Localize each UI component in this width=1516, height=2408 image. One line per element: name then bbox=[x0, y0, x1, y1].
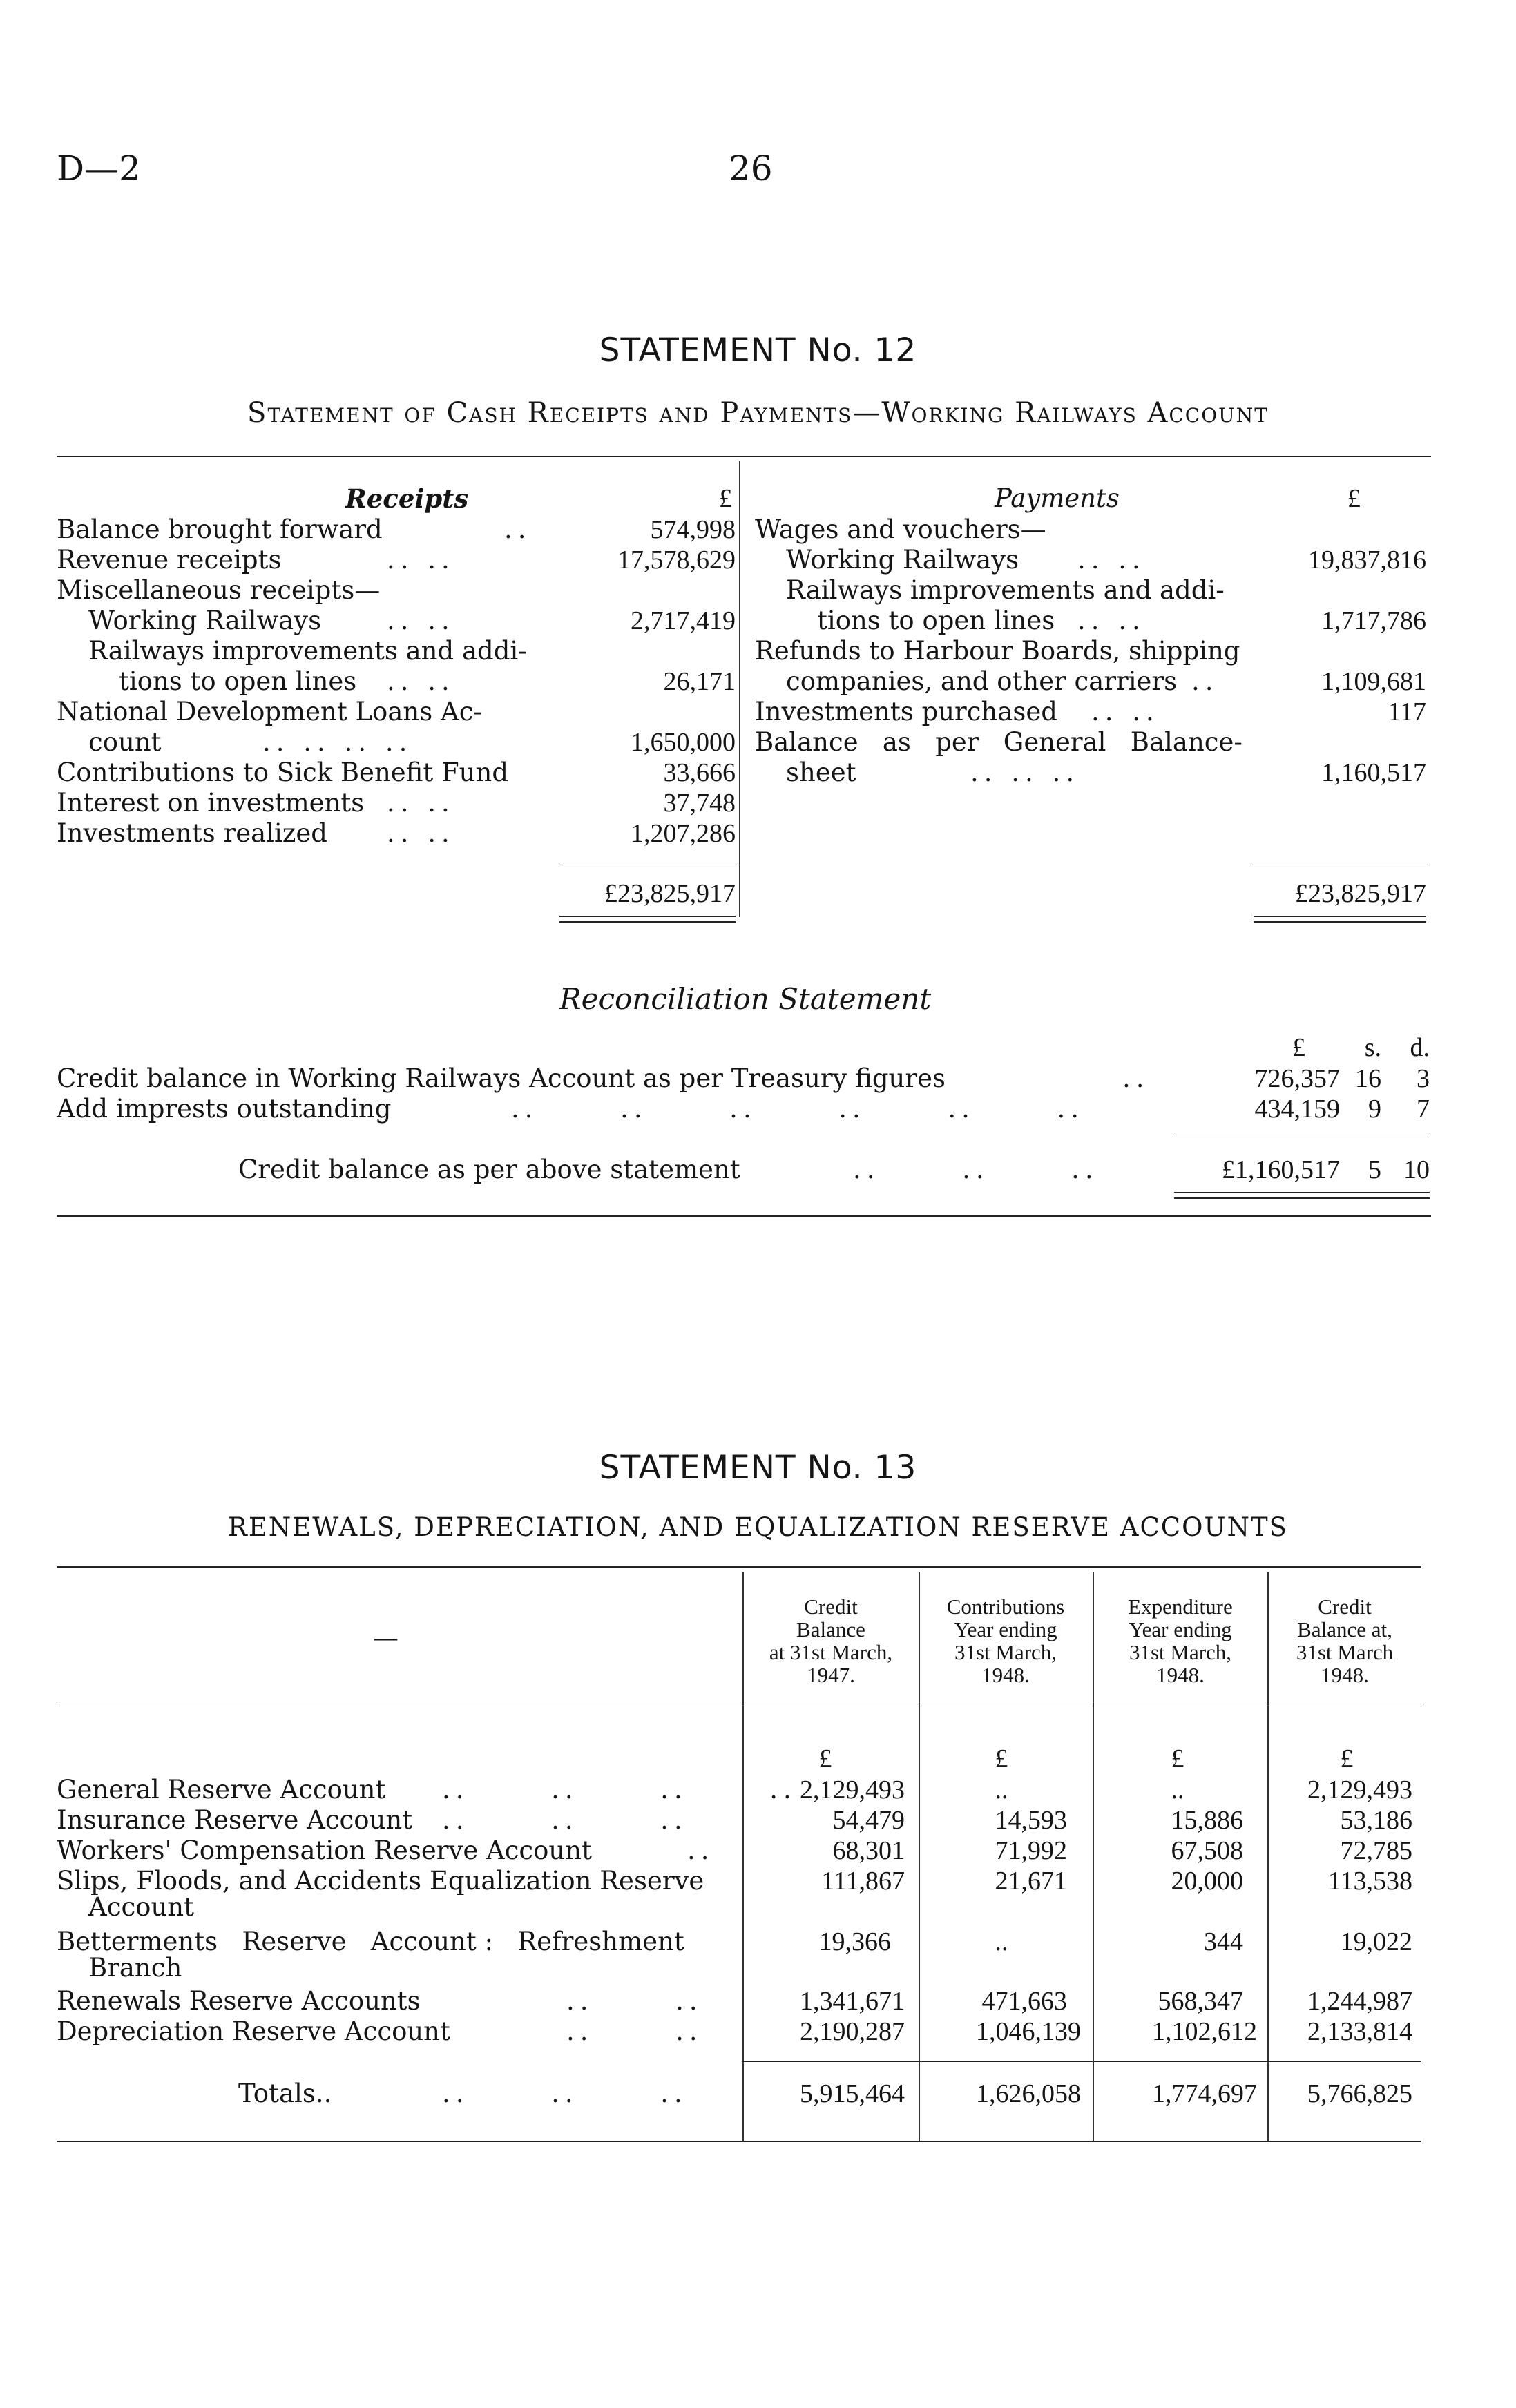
shillings-heading: s. bbox=[1364, 1033, 1381, 1062]
expenditure: 568,347 bbox=[1158, 1987, 1243, 2016]
opening-balance: 54,479 bbox=[832, 1806, 905, 1835]
leader-dots: .. .. bbox=[387, 606, 455, 635]
closing-balance: 2,133,814 bbox=[1307, 2017, 1412, 2046]
contributions: 1,046,139 bbox=[976, 2017, 1081, 2046]
column-divider bbox=[742, 1572, 744, 2141]
column-heading: Expenditure Year ending 31st March, 1948. bbox=[1128, 1595, 1233, 1687]
expenditure: 67,508 bbox=[1171, 1836, 1243, 1865]
reconciliation-total-double-rule bbox=[1174, 1192, 1430, 1199]
reconciliation-pounds: 434,159 bbox=[1254, 1095, 1340, 1124]
leader-dots: .. bbox=[504, 514, 532, 544]
reconciliation-total-shillings: 5 bbox=[1368, 1155, 1381, 1184]
leader-dots: .. .. bbox=[387, 666, 455, 696]
receipt-label: Balance brought forward bbox=[57, 514, 383, 544]
expenditure: 20,000 bbox=[1171, 1867, 1243, 1896]
leader-dots: .. .. bbox=[387, 818, 455, 848]
closing-balance: 1,244,987 bbox=[1307, 1987, 1412, 2016]
receipt-label: Working Railways bbox=[88, 606, 322, 635]
contributions: 471,663 bbox=[981, 1987, 1067, 2016]
opening-balance: 19,366 bbox=[818, 1927, 891, 1956]
receipt-label: Revenue receipts bbox=[57, 545, 282, 575]
reconciliation-label: Credit balance in Working Railways Account as per Treasury figures bbox=[57, 1063, 946, 1093]
leader-dots: .. .. bbox=[1077, 606, 1146, 635]
receipt-amount: 1,650,000 bbox=[631, 728, 736, 757]
pence-heading: d. bbox=[1410, 1033, 1430, 1062]
opening-balance: 2,129,493 bbox=[800, 1775, 905, 1804]
payments-total: £23,825,917 bbox=[1295, 879, 1426, 908]
account-label: Slips, Floods, and Accidents Equalization Reserve bbox=[57, 1866, 704, 1896]
statement-12-subtitle: Statement of Cash Receipts and Payments—Working Railways Account bbox=[247, 397, 1269, 429]
receipt-label: Investments realized bbox=[57, 818, 327, 848]
leader-dots: .. .. bbox=[1091, 697, 1160, 726]
opening-balance: 111,867 bbox=[821, 1867, 905, 1896]
closing-balance: 19,022 bbox=[1340, 1927, 1412, 1956]
table-bottom-rule bbox=[57, 2141, 1421, 2142]
receipt-amount: 2,717,419 bbox=[631, 606, 736, 635]
totals-label: Totals.. bbox=[238, 2079, 332, 2108]
column-heading: Contributions Year ending 31st March, 1948. bbox=[946, 1595, 1065, 1687]
contributions: 71,992 bbox=[995, 1836, 1067, 1865]
payment-label: Refunds to Harbour Boards, shipping bbox=[755, 636, 1240, 666]
leader-dots: .. .. bbox=[1077, 545, 1146, 575]
leader-dots: .. .. bbox=[387, 545, 455, 575]
reconciliation-shillings: 9 bbox=[1368, 1095, 1381, 1124]
account-label-continued: Account bbox=[88, 1892, 194, 1922]
leader-dots: .. .. .. .. bbox=[442, 1775, 797, 1804]
reconciliation-shillings: 16 bbox=[1355, 1064, 1381, 1093]
total-contributions: 1,626,058 bbox=[976, 2079, 1081, 2108]
currency-symbol: £ bbox=[1171, 1744, 1184, 1773]
receipt-label: Interest on investments bbox=[57, 788, 365, 818]
payment-amount: 19,837,816 bbox=[1308, 546, 1426, 575]
receipt-label: Railways improvements and addi- bbox=[88, 636, 527, 666]
leader-dots: .. bbox=[1191, 666, 1219, 696]
account-label: Depreciation Reserve Account bbox=[57, 2016, 450, 2046]
statement-13-title: STATEMENT No. 13 bbox=[599, 1449, 917, 1487]
contributions: 21,671 bbox=[995, 1867, 1067, 1896]
payment-label: Wages and vouchers— bbox=[755, 514, 1046, 544]
stub-heading: — bbox=[373, 1623, 399, 1653]
payment-label: Railways improvements and addi- bbox=[786, 575, 1225, 605]
closing-balance: 53,186 bbox=[1340, 1806, 1412, 1835]
total-closing-balance: 5,766,825 bbox=[1307, 2079, 1412, 2108]
closing-balance: 2,129,493 bbox=[1307, 1775, 1412, 1804]
leader-dots: .. .. bbox=[566, 1986, 703, 2016]
opening-balance: 68,301 bbox=[832, 1836, 905, 1865]
leader-dots: .. .. .. bbox=[442, 1805, 688, 1835]
reconciliation-pence: 7 bbox=[1417, 1095, 1430, 1124]
expenditure: 1,102,612 bbox=[1152, 2017, 1257, 2046]
reconciliation-pounds: 726,357 bbox=[1254, 1064, 1340, 1093]
expenditure: 344 bbox=[1204, 1927, 1243, 1956]
closing-balance: 113,538 bbox=[1327, 1867, 1412, 1896]
currency-symbol: £ bbox=[995, 1744, 1008, 1773]
expenditure: 15,886 bbox=[1171, 1806, 1243, 1835]
payments-heading: Payments bbox=[995, 483, 1120, 513]
account-label: Betterments Reserve Account : Refreshment bbox=[57, 1927, 684, 1956]
receipts-heading: Receipts bbox=[345, 483, 469, 514]
account-label: Renewals Reserve Accounts bbox=[57, 1986, 421, 2016]
account-label-continued: Branch bbox=[88, 1953, 182, 1983]
total-opening-balance: 5,915,464 bbox=[800, 2079, 905, 2108]
payment-amount: 1,717,786 bbox=[1321, 606, 1426, 635]
account-label: Insurance Reserve Account bbox=[57, 1805, 413, 1835]
receipt-label: Contributions to Sick Benefit Fund bbox=[57, 758, 509, 787]
contributions: .. bbox=[995, 1927, 1008, 1956]
reconciliation-label: Add imprests outstanding bbox=[57, 1094, 392, 1124]
receipts-total-double-rule bbox=[559, 916, 736, 923]
statement-13-subtitle: RENEWALS, DEPRECIATION, AND EQUALIZATION RESERVE ACCOUNTS bbox=[228, 1512, 1288, 1542]
payment-label: Balance as per General Balance- bbox=[755, 727, 1242, 757]
receipt-amount: 17,578,629 bbox=[617, 546, 736, 575]
reconciliation-total-pence: 10 bbox=[1403, 1155, 1430, 1184]
leader-dots: .. bbox=[1122, 1063, 1150, 1093]
receipt-label: Miscellaneous receipts— bbox=[57, 575, 381, 605]
payment-label: Investments purchased bbox=[755, 697, 1057, 726]
page-number: 26 bbox=[729, 148, 773, 189]
receipts-total: £23,825,917 bbox=[604, 879, 736, 908]
column-heading: Credit Balance at 31st March, 1947. bbox=[769, 1595, 893, 1687]
payment-label: sheet bbox=[786, 758, 856, 787]
currency-symbol: £ bbox=[818, 1744, 832, 1773]
payments-total-double-rule bbox=[1254, 916, 1426, 923]
payment-label: Working Railways bbox=[786, 545, 1019, 575]
leader-dots: .. .. bbox=[387, 788, 455, 818]
leader-dots: .. bbox=[687, 1836, 715, 1865]
expenditure: .. bbox=[1171, 1775, 1184, 1804]
leader-dots: .. .. .. bbox=[970, 758, 1080, 787]
receipt-label: tions to open lines bbox=[119, 666, 357, 696]
receipt-amount: 574,998 bbox=[650, 515, 736, 544]
receipt-label: count bbox=[88, 727, 162, 757]
reconciliation-heading: Reconciliation Statement bbox=[559, 982, 932, 1016]
opening-balance: 1,341,671 bbox=[800, 1987, 905, 2016]
payment-amount: 1,109,681 bbox=[1321, 667, 1426, 696]
table-top-rule bbox=[57, 1566, 1421, 1568]
receipts-currency: £ bbox=[719, 484, 732, 513]
payment-amount: 1,160,517 bbox=[1321, 758, 1426, 787]
account-label: General Reserve Account bbox=[57, 1775, 386, 1804]
leader-dots: .. .. bbox=[566, 2016, 703, 2046]
reconciliation-total-label: Credit balance as per above statement bbox=[238, 1155, 740, 1184]
account-label: Workers' Compensation Reserve Account bbox=[57, 1836, 592, 1865]
leader-dots: .. .. .. bbox=[853, 1155, 1099, 1184]
leader-dots: .. .. .. .. bbox=[262, 727, 413, 757]
statement-12-bottom-rule bbox=[57, 1215, 1431, 1217]
leader-dots: .. .. .. bbox=[442, 2079, 688, 2108]
closing-balance: 72,785 bbox=[1340, 1836, 1412, 1865]
pounds-heading: £ bbox=[1292, 1033, 1305, 1062]
payment-label: companies, and other carriers bbox=[786, 666, 1178, 696]
contributions: 14,593 bbox=[995, 1806, 1067, 1835]
currency-symbol: £ bbox=[1340, 1744, 1354, 1773]
receipt-amount: 26,171 bbox=[663, 667, 736, 696]
contributions: .. bbox=[995, 1775, 1008, 1804]
payments-currency: £ bbox=[1347, 484, 1361, 513]
statement-12-title: STATEMENT No. 12 bbox=[599, 331, 917, 369]
top-rule bbox=[57, 456, 1431, 457]
leader-dots: .. .. .. .. .. .. bbox=[511, 1094, 1084, 1124]
totals-rule bbox=[742, 2061, 1421, 2062]
receipt-amount: 37,748 bbox=[663, 789, 736, 818]
payment-label: tions to open lines bbox=[817, 606, 1055, 635]
receipt-amount: 1,207,286 bbox=[631, 819, 736, 848]
receipt-amount: 33,666 bbox=[663, 758, 736, 787]
receipts-payments-divider bbox=[739, 461, 740, 917]
total-expenditure: 1,774,697 bbox=[1152, 2079, 1257, 2108]
reconciliation-total-pounds: £1,160,517 bbox=[1222, 1155, 1340, 1184]
reconciliation-pence: 3 bbox=[1417, 1064, 1430, 1093]
receipt-label: National Development Loans Ac- bbox=[57, 697, 482, 726]
document-reference: D—2 bbox=[57, 148, 141, 189]
opening-balance: 2,190,287 bbox=[800, 2017, 905, 2046]
column-heading: Credit Balance at, 31st March 1948. bbox=[1296, 1595, 1394, 1687]
payment-amount: 117 bbox=[1388, 697, 1426, 726]
